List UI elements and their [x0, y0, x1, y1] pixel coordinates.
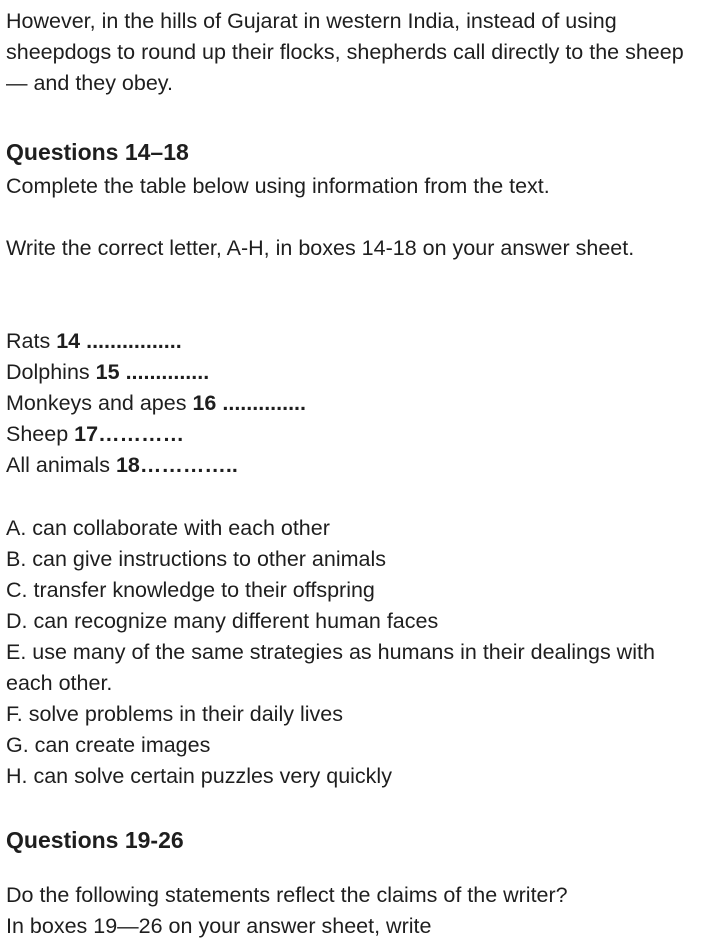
question-item-16	[6, 388, 699, 419]
answer-blank: ................	[86, 329, 182, 353]
answer-instruction: In boxes 19—26 on your answer sheet, write	[6, 914, 432, 938]
section-heading-14-18: Questions 14–18	[6, 139, 189, 165]
question-number: 14	[56, 329, 81, 353]
question-item-14	[6, 326, 699, 357]
instruction-complete-table: Complete the table below using information from the text.	[6, 174, 550, 198]
question-number: 16	[192, 391, 217, 415]
option-h: H. can solve certain puzzles very quickly	[6, 764, 392, 788]
question-label: Dolphins	[6, 360, 90, 384]
question-number: 15	[95, 360, 120, 384]
option-f: F. solve problems in their daily lives	[6, 702, 343, 726]
statement-question: Do the following statements reflect the claims of the writer?	[6, 883, 568, 907]
question-label: Monkeys and apes	[6, 391, 187, 415]
question-label: Sheep	[6, 422, 69, 446]
question-item-18	[6, 450, 699, 481]
question-number: 17	[74, 422, 99, 446]
intro-paragraph: However, in the hills of Gujarat in western India, instead of using sheepdogs to round up their flocks, shepherds call directly to the sheep — and they obey.	[6, 9, 684, 95]
option-c: C. transfer knowledge to their offspring	[6, 578, 375, 602]
answer-blank: ..............	[125, 360, 210, 384]
answer-blank: ..............	[222, 391, 307, 415]
option-d: D. can recognize many different human faces	[6, 609, 439, 633]
question-label: All animals	[6, 453, 110, 477]
question-label: Rats	[6, 329, 51, 353]
section-heading-19-26: Questions 19-26	[6, 827, 184, 853]
option-a: A. can collaborate with each other	[6, 516, 330, 540]
answer-blank: …………..	[139, 453, 238, 477]
question-list	[6, 326, 699, 481]
question-number: 18	[115, 453, 140, 477]
instruction-write-letter: Write the correct letter, A-H, in boxes 14-18 on your answer sheet.	[6, 236, 635, 260]
option-list	[6, 513, 696, 792]
option-g: G. can create images	[6, 733, 211, 757]
answer-blank: …………	[98, 422, 185, 446]
question-item-15	[6, 357, 699, 388]
option-b: B. can give instructions to other animals	[6, 547, 387, 571]
question-item-17	[6, 419, 699, 450]
option-e: E. use many of the same strategies as humans in their dealings with each other.	[6, 640, 655, 695]
